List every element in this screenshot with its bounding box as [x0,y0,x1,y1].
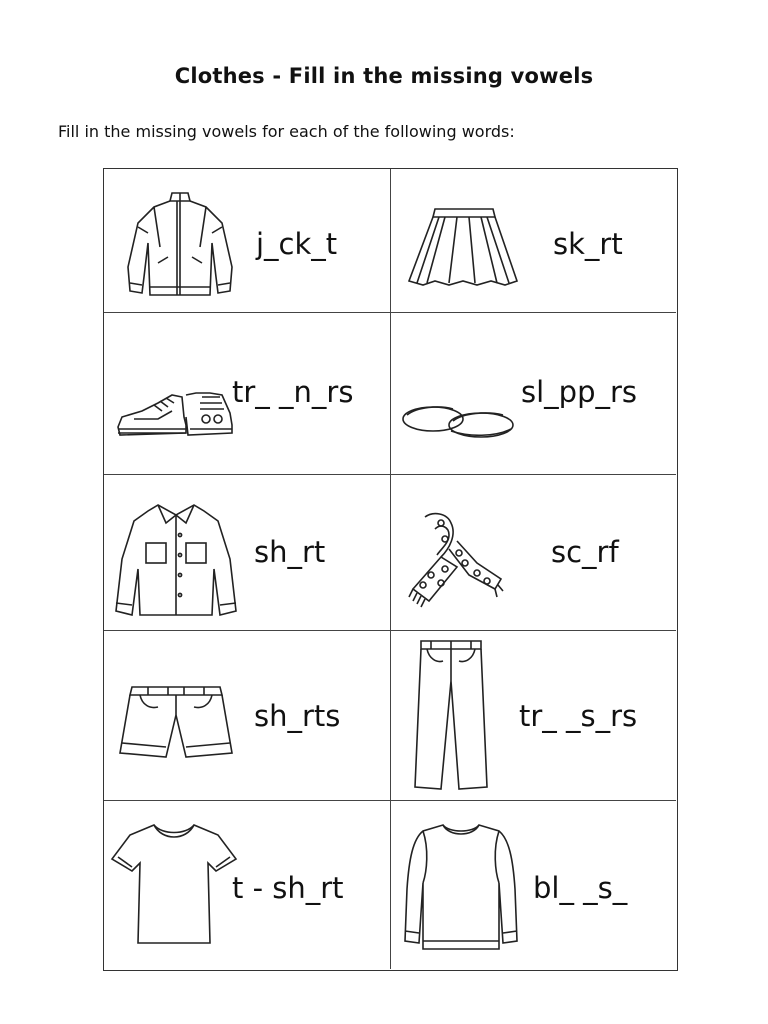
grid-cell-blouse [391,801,676,969]
missing-vowel-word: sc_rf [551,535,619,569]
trousers-icon [411,637,491,793]
grid-cell-shorts [104,631,391,801]
trainers-icon [114,389,238,445]
slippers-icon [399,399,517,439]
missing-vowel-word: sk_rt [553,227,623,261]
shirt-icon [114,499,238,619]
grid-cell-t-shirt [104,801,391,969]
grid-cell-skirt [391,169,676,313]
missing-vowel-word: sl_pp_rs [521,375,638,409]
grid-cell-trousers [391,631,676,801]
t-shirt-icon [108,819,240,949]
missing-vowel-word: sh_rt [254,535,326,569]
scarf-icon [405,509,505,609]
skirt-icon [405,205,521,289]
shorts-icon [118,683,234,763]
grid-cell-slippers [391,313,676,475]
grid-cell-shirt [104,475,391,631]
vocabulary-grid [103,168,678,971]
missing-vowel-word: tr_ _s_rs [519,699,638,733]
grid-cell-jacket [104,169,391,313]
missing-vowel-word: bl_ _s_ [533,871,628,905]
jacket-icon [124,187,236,299]
grid-cell-scarf [391,475,676,631]
missing-vowel-word: t - sh_rt [232,871,344,905]
grid-cell-trainers [104,313,391,475]
missing-vowel-word: tr_ _n_rs [232,375,354,409]
blouse-icon [403,819,519,953]
worksheet-title: Clothes - Fill in the missing vowels [174,64,594,88]
missing-vowel-word: sh_rts [254,699,341,733]
missing-vowel-word: j_ck_t [256,227,338,261]
worksheet-instructions: Fill in the missing vowels for each of the following words: [58,122,515,141]
